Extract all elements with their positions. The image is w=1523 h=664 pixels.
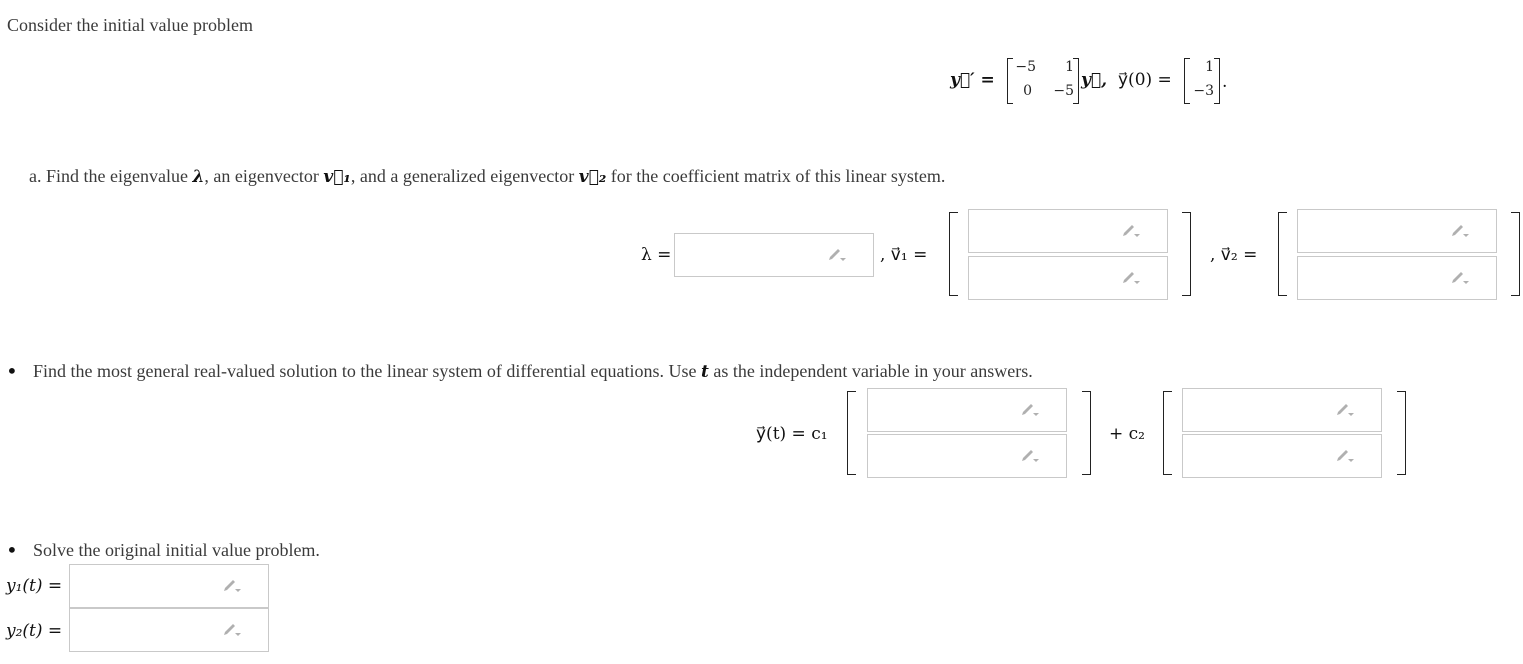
initial-right-bracket xyxy=(1214,58,1220,104)
part-a-lambda: λ xyxy=(192,167,205,187)
v2-label: , v⃗₂ = xyxy=(1210,245,1258,265)
pencil-edit-icon[interactable] xyxy=(222,622,242,638)
part-a-v1: v⃗₁ xyxy=(323,167,351,187)
part-b-prefix: Find the most general real-valued solution to the linear system of differential equations. Use xyxy=(33,361,701,381)
pencil-edit-icon[interactable] xyxy=(1450,270,1470,286)
v1-input-2[interactable] xyxy=(968,256,1168,300)
matrix-a21: 0 xyxy=(1023,83,1032,99)
c2-right-bracket xyxy=(1397,391,1406,475)
pencil-edit-icon[interactable] xyxy=(1450,223,1470,239)
part-a-v2: v⃗₂ xyxy=(578,167,607,187)
part-a-prefix: a. Find the eigenvalue xyxy=(29,166,193,186)
plus-c2-label: + c₂ xyxy=(1109,424,1145,444)
bullet: • xyxy=(6,359,18,383)
equation-period: . xyxy=(1222,72,1228,92)
c1-input-2[interactable] xyxy=(867,434,1067,478)
pencil-edit-icon[interactable] xyxy=(1121,270,1141,286)
c1-left-bracket xyxy=(847,391,856,475)
c1-right-bracket xyxy=(1082,391,1091,475)
y-prime-label: y⃗′ = xyxy=(950,70,995,90)
v2-right-bracket xyxy=(1511,212,1520,296)
v2-input-1[interactable] xyxy=(1297,209,1497,253)
matrix-right-bracket xyxy=(1073,58,1079,104)
bullet: • xyxy=(6,538,18,562)
y2-input[interactable] xyxy=(69,608,269,652)
pencil-edit-icon[interactable] xyxy=(1121,223,1141,239)
y1-label: y₁(t) = xyxy=(6,576,63,596)
part-a-mid1: , an eigenvector xyxy=(204,166,324,186)
c1-input-1[interactable] xyxy=(867,388,1067,432)
y1-input[interactable] xyxy=(69,564,269,608)
v1-left-bracket xyxy=(949,212,958,296)
part-a-mid2: , and a generalized eigenvector xyxy=(350,166,579,186)
part-a-question xyxy=(29,166,945,187)
part-c-question: Solve the original initial value problem. xyxy=(33,540,320,560)
part-b-var: t xyxy=(701,362,709,382)
v1-label: , v⃗₁ = xyxy=(880,245,928,265)
ivp-equation xyxy=(950,56,1230,106)
v2-input-2[interactable] xyxy=(1297,256,1497,300)
c2-left-bracket xyxy=(1163,391,1172,475)
matrix-a12: 1 xyxy=(1065,59,1074,75)
part-a-suffix: for the coefficient matrix of this linear system. xyxy=(606,166,946,186)
pencil-edit-icon[interactable] xyxy=(1335,402,1355,418)
y2-label: y₂(t) = xyxy=(6,621,63,641)
pencil-edit-icon[interactable] xyxy=(1335,448,1355,464)
y-vector-label: y⃗, xyxy=(1081,70,1107,90)
general-solution-label: y⃗(t) = c₁ xyxy=(756,424,828,444)
lambda-input[interactable] xyxy=(674,233,874,277)
c2-input-1[interactable] xyxy=(1182,388,1382,432)
c2-input-2[interactable] xyxy=(1182,434,1382,478)
initial-y2: −3 xyxy=(1193,83,1214,99)
initial-y1: 1 xyxy=(1205,59,1214,75)
v1-right-bracket xyxy=(1182,212,1191,296)
part-b-question xyxy=(33,361,1033,382)
pencil-edit-icon[interactable] xyxy=(222,578,242,594)
pencil-edit-icon[interactable] xyxy=(1020,402,1040,418)
part-b-suffix: as the independent variable in your answers. xyxy=(708,361,1033,381)
v2-left-bracket xyxy=(1278,212,1287,296)
lambda-label: λ = xyxy=(641,245,672,265)
intro-text: Consider the initial value problem xyxy=(7,15,253,35)
pencil-edit-icon[interactable] xyxy=(1020,448,1040,464)
initial-condition-label: y⃗(0) = xyxy=(1118,70,1172,90)
matrix-a11: −5 xyxy=(1015,59,1036,75)
matrix-a22: −5 xyxy=(1053,83,1074,99)
v1-input-1[interactable] xyxy=(968,209,1168,253)
pencil-edit-icon[interactable] xyxy=(827,247,847,263)
